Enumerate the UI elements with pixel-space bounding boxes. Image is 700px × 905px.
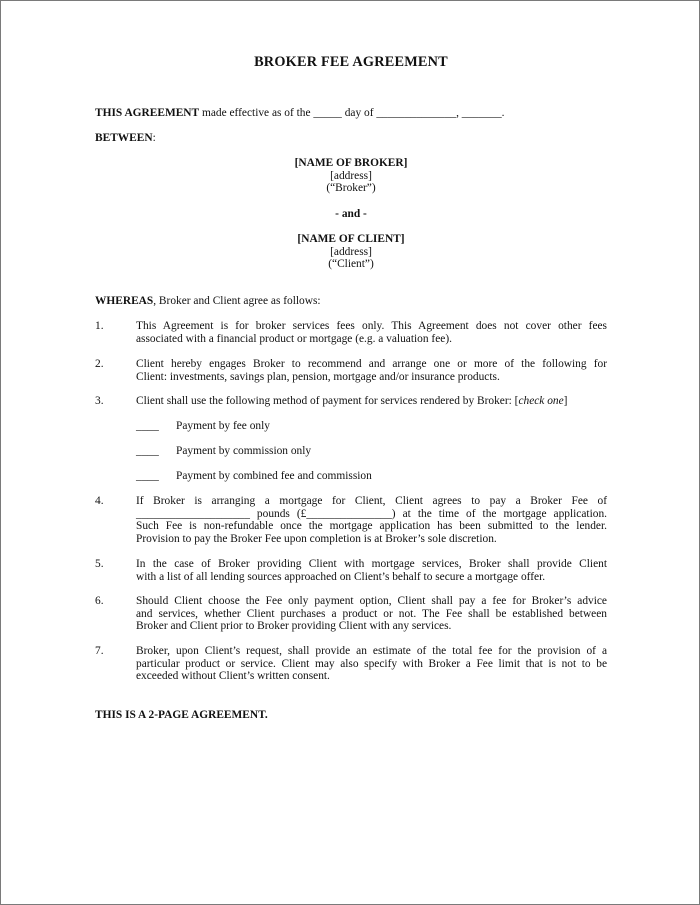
broker-party-block (1, 157, 700, 195)
intro-rest: made effective as of the _____ day of ______________, _______. (199, 107, 505, 119)
option-blank: ____ (136, 420, 159, 432)
between-colon: : (152, 132, 156, 144)
broker-alias: (“Broker”) (326, 182, 376, 195)
clause-number: 1. (95, 320, 104, 332)
clause-line: and services, whether Client purchases a product or not. The Fee shall be established between (136, 607, 607, 620)
clause-3-text (136, 395, 616, 408)
between-label: BETWEEN (95, 132, 153, 144)
broker-name: [NAME OF BROKER] (294, 157, 408, 169)
clause-4-text (136, 495, 607, 545)
clause-line: Broker, upon Client’s request, shall provide an estimate of the total fee for the provision of a (136, 645, 607, 657)
clause-line: If Broker is arranging a mortgage for Client, Client agrees to pay a Broker Fee of (136, 495, 607, 507)
whereas-lead: WHEREAS (95, 295, 154, 307)
document-title: BROKER FEE AGREEMENT (254, 54, 448, 70)
option-label: Payment by fee only (176, 420, 270, 432)
check-one-instruction: check one (518, 395, 564, 407)
client-name: [NAME OF CLIENT] (297, 233, 405, 245)
option-blank: ____ (136, 445, 159, 457)
clause-line: with a list of all lending sources approached on Client’s behalf to secure a mortgage offer. (136, 570, 546, 583)
clause-number: 5. (95, 558, 104, 570)
page-count-notice: THIS IS A 2-PAGE AGREEMENT. (95, 709, 268, 721)
clause-line: In the case of Broker providing Client with mortgage services, Broker shall provide Client (136, 558, 607, 570)
clause-2-text (136, 358, 607, 383)
clause-number: 2. (95, 358, 104, 370)
clause-line: Client: investments, savings plan, pension, mortgage and/or insurance products. (136, 370, 500, 383)
client-alias: (“Client”) (328, 258, 374, 271)
payment-option-fee-only (136, 420, 270, 433)
clause-number: 4. (95, 495, 104, 507)
between-line (95, 132, 156, 145)
clause-line: Broker and Client prior to Broker providing Client with any services. (136, 620, 452, 633)
clause-line: This Agreement is for broker services fees only. This Agreement does not cover other fees (136, 320, 607, 332)
clause-line: associated with a financial product or mortgage (e.g. a valuation fee). (136, 332, 452, 345)
clause-line: Client hereby engages Broker to recommend and arrange one or more of the following for (136, 358, 607, 370)
payment-option-commission-only (136, 445, 311, 458)
clause-number: 6. (95, 595, 104, 607)
whereas-line (95, 295, 321, 308)
clause-number: 3. (95, 395, 104, 407)
clause-1-text (136, 320, 607, 345)
clause-7-text (136, 645, 607, 683)
whereas-rest: , Broker and Client agree as follows: (153, 295, 321, 307)
intro-line (95, 107, 505, 120)
clause-5-text (136, 558, 607, 583)
payment-option-combined (136, 470, 372, 483)
clause-line: Should Client choose the Fee only payment option, Client shall pay a fee for Broker’s advice (136, 595, 607, 607)
clause-number: 7. (95, 645, 104, 657)
and-separator: - and - (335, 208, 367, 220)
option-blank: ____ (136, 470, 159, 482)
clause-line: particular product or service. Client may also specify with Broker a Fee limit that is not to be (136, 657, 607, 670)
clause-line: Provision to pay the Broker Fee upon completion is at Broker’s sole discretion. (136, 532, 497, 545)
client-party-block (1, 233, 700, 271)
clause-3-main: Client shall use the following method of payment for services rendered by Broker: [ (136, 395, 519, 407)
broker-address: [address] (330, 169, 372, 182)
clause-6-text (136, 595, 607, 633)
clause-line: exceeded without Client’s written consent. (136, 670, 330, 683)
clause-3-end: ] (563, 395, 568, 407)
clause-line: Such Fee is non-refundable once the mortgage application has been submitted to the lender. (136, 520, 607, 533)
option-label: Payment by combined fee and commission (176, 470, 372, 482)
client-address: [address] (330, 245, 372, 258)
option-label: Payment by commission only (176, 445, 312, 457)
clause-line (136, 395, 616, 408)
intro-lead: THIS AGREEMENT (95, 107, 200, 119)
clause-line: ____________________ pounds (£_______________) at the time of the mortgage application. (136, 507, 607, 520)
